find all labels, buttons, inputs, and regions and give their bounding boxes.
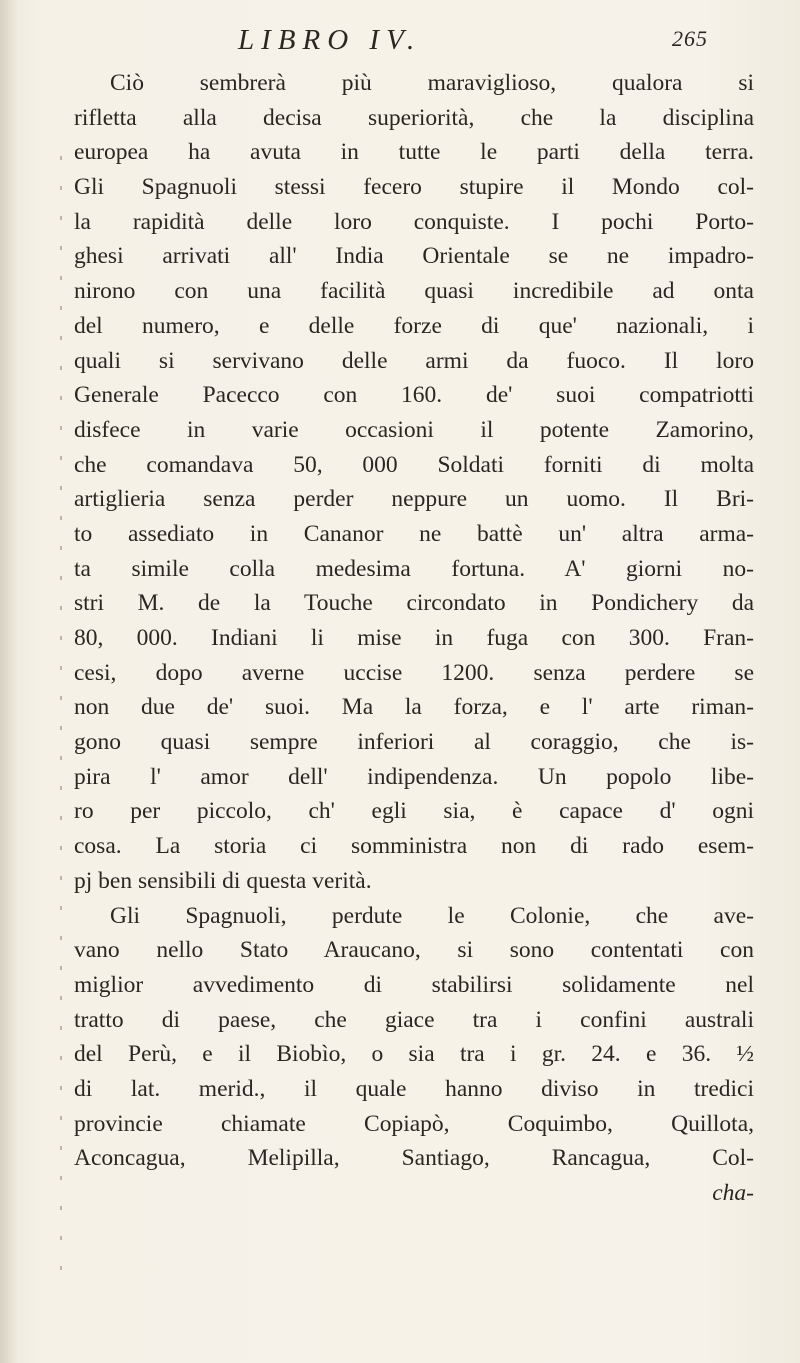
text-line: gono quasi sempre inferiori al coraggio, che is-	[74, 729, 754, 756]
page-header	[238, 24, 708, 64]
text-line: europea ha avuta in tutte le parti della terra.	[74, 139, 754, 166]
text-line: provincie chiamate Copiapò, Coquimbo, Quillota,	[74, 1110, 754, 1137]
body-text	[74, 66, 754, 1211]
running-title: LIBRO IV.	[238, 24, 422, 56]
text-line: ro per piccolo, ch' egli sia, è capace d' ogni	[74, 798, 754, 825]
text-line: non due de' suoi. Ma la forza, e l' arte riman-	[74, 694, 754, 721]
text-line: Aconcagua, Melipilla, Santiago, Rancagua, Col-	[74, 1145, 754, 1172]
page-fold-shadow	[0, 0, 18, 1363]
text-line: pj ben sensibili di questa verità.	[74, 867, 372, 894]
text-line: Gli Spagnuoli stessi fecero stupire il Mondo col-	[74, 174, 754, 201]
text-line: del Perù, e il Biobìo, o sia tra i gr. 24. e 36. ½	[74, 1041, 754, 1068]
catchword: cha-	[712, 1180, 754, 1206]
text-line: cosa. La storia ci somministra non di rado esem-	[74, 833, 754, 860]
margin-ink-marks	[60, 130, 62, 1290]
text-line: tratto di paese, che giace tra i confini australi	[74, 1006, 754, 1033]
text-line: vano nello Stato Araucano, si sono contentati con	[74, 937, 754, 964]
text-line: stri M. de la Touche circondato in Pondichery da	[74, 590, 754, 617]
page-number: 265	[672, 26, 708, 51]
text-line: del numero, e delle forze di que' nazionali, i	[74, 312, 754, 339]
text-line: to assediato in Cananor ne battè un' altra arma-	[74, 520, 754, 547]
text-line: 80, 000. Indiani li mise in fuga con 300. Fran-	[74, 625, 754, 651]
text-line: miglior avvedimento di stabilirsi solidamente nel	[74, 971, 754, 998]
text-line: cesi, dopo averne uccise 1200. senza perdere se	[74, 659, 754, 686]
text-line: Generale Pacecco con 160. de' suoi compatriotti	[74, 382, 754, 409]
text-line: che comandava 50, 000 Soldati forniti di molta	[74, 451, 754, 478]
text-line: Ciò sembrerà più maraviglioso, qualora si	[110, 70, 754, 96]
text-line: disfece in varie occasioni il potente Zamorino,	[74, 416, 754, 443]
text-line: pira l' amor dell' indipendenza. Un popolo libe-	[74, 763, 754, 790]
text-line: nirono con una facilità quasi incredibile ad onta	[74, 278, 754, 305]
text-line: ghesi arrivati all' India Orientale se ne impadro-	[74, 243, 754, 270]
text-line: Gli Spagnuoli, perdute le Colonie, che ave-	[110, 902, 754, 929]
text-line: la rapidità delle loro conquiste. I pochi Porto-	[74, 208, 754, 235]
text-line: artiglieria senza perder neppure un uomo. Il Bri-	[74, 486, 754, 513]
text-line: rifletta alla decisa superiorità, che la disciplina	[74, 104, 754, 131]
text-line: di lat. merid., il quale hanno diviso in tredici	[74, 1075, 754, 1102]
text-line: ta simile colla medesima fortuna. A' giorni no-	[74, 555, 754, 582]
text-line: quali si servivano delle armi da fuoco. Il loro	[74, 347, 754, 374]
